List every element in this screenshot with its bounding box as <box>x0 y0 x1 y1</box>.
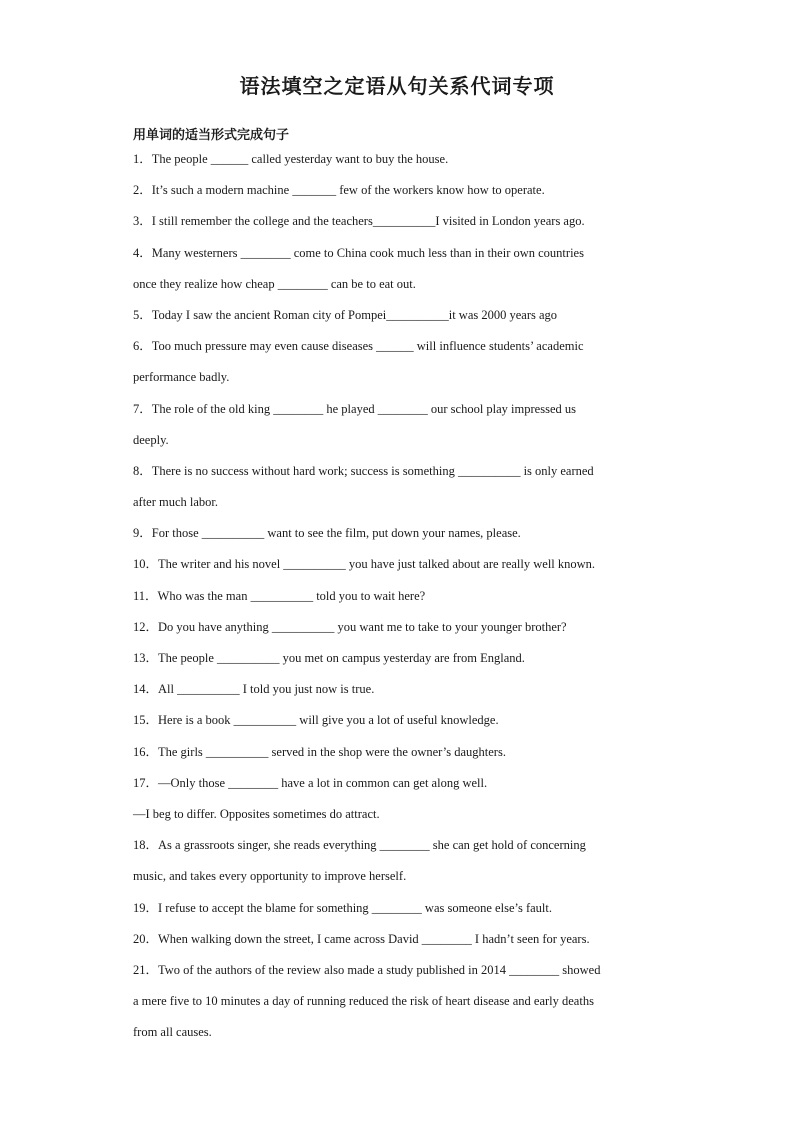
question-line: 8．There is no success without hard work; success is something __________ is only earned <box>133 463 594 478</box>
question-line: 16．The girls __________ served in the shop were the owner’s daughters. <box>133 744 506 759</box>
question-line: 12．Do you have anything __________ you want me to take to your younger brother? <box>133 619 567 634</box>
question-line: after much labor. <box>133 495 219 510</box>
question-line: 2．It’s such a modern machine _______ few of the workers know how to operate. <box>133 183 545 198</box>
question-line: from all causes. <box>133 1025 212 1040</box>
question-line: performance badly. <box>133 370 230 385</box>
question-line: deeply. <box>133 432 169 447</box>
question-line: 1．The people ______ called yesterday want to buy the house. <box>133 152 449 166</box>
question-line: 3．I still remember the college and the teachers__________I visited in London years ago. <box>133 214 585 229</box>
question-line: 4．Many westerners ________ come to China cook much less than in their own countries <box>133 245 584 260</box>
question-line: 6．Too much pressure may even cause diseases ______ will influence students’ academic <box>133 339 584 354</box>
question-line: 20．When walking down the street, I came across David ________ I hadn’t seen for years. <box>133 931 590 946</box>
question-line: 17．—Only those ________ have a lot in common can get along well. <box>133 775 488 790</box>
question-line: 13．The people __________ you met on campus yesterday are from England. <box>133 651 525 665</box>
question-line: 5．Today I saw the ancient Roman city of Pompei__________it was 2000 years ago <box>133 307 558 322</box>
question-line: 21．Two of the authors of the review also made a study published in 2014 ________ showed <box>133 962 601 977</box>
question-line: 15．Here is a book __________ will give you a lot of useful knowledge. <box>133 713 499 728</box>
page-title: 语法填空之定语从句关系代词专项 <box>239 74 555 98</box>
question-line: 11．Who was the man __________ told you to wait here? <box>133 588 426 603</box>
question-line: 19．I refuse to accept the blame for something ________ was someone else’s fault. <box>133 900 552 915</box>
question-line: 18．As a grassroots singer, she reads everything ________ she can get hold of concerning <box>133 838 586 853</box>
question-line: once they realize how cheap ________ can be to eat out. <box>133 276 416 291</box>
question-list <box>133 150 673 1054</box>
question-line: —I beg to differ. Opposites sometimes do attract. <box>133 806 380 821</box>
question-line: 10．The writer and his novel __________ you have just talked about are really well known. <box>133 557 596 572</box>
question-line: 7．The role of the old king ________ he played ________ our school play impressed us <box>133 401 576 416</box>
question-line: 9．For those __________ want to see the film, put down your names, please. <box>133 526 521 541</box>
question-line: music, and takes every opportunity to improve herself. <box>133 869 407 884</box>
question-line: a mere five to 10 minutes a day of running reduced the risk of heart disease and early deaths <box>133 994 594 1009</box>
section-heading: 用单词的适当形式完成句子 <box>133 128 290 143</box>
question-line: 14．All __________ I told you just now is true. <box>133 682 375 697</box>
